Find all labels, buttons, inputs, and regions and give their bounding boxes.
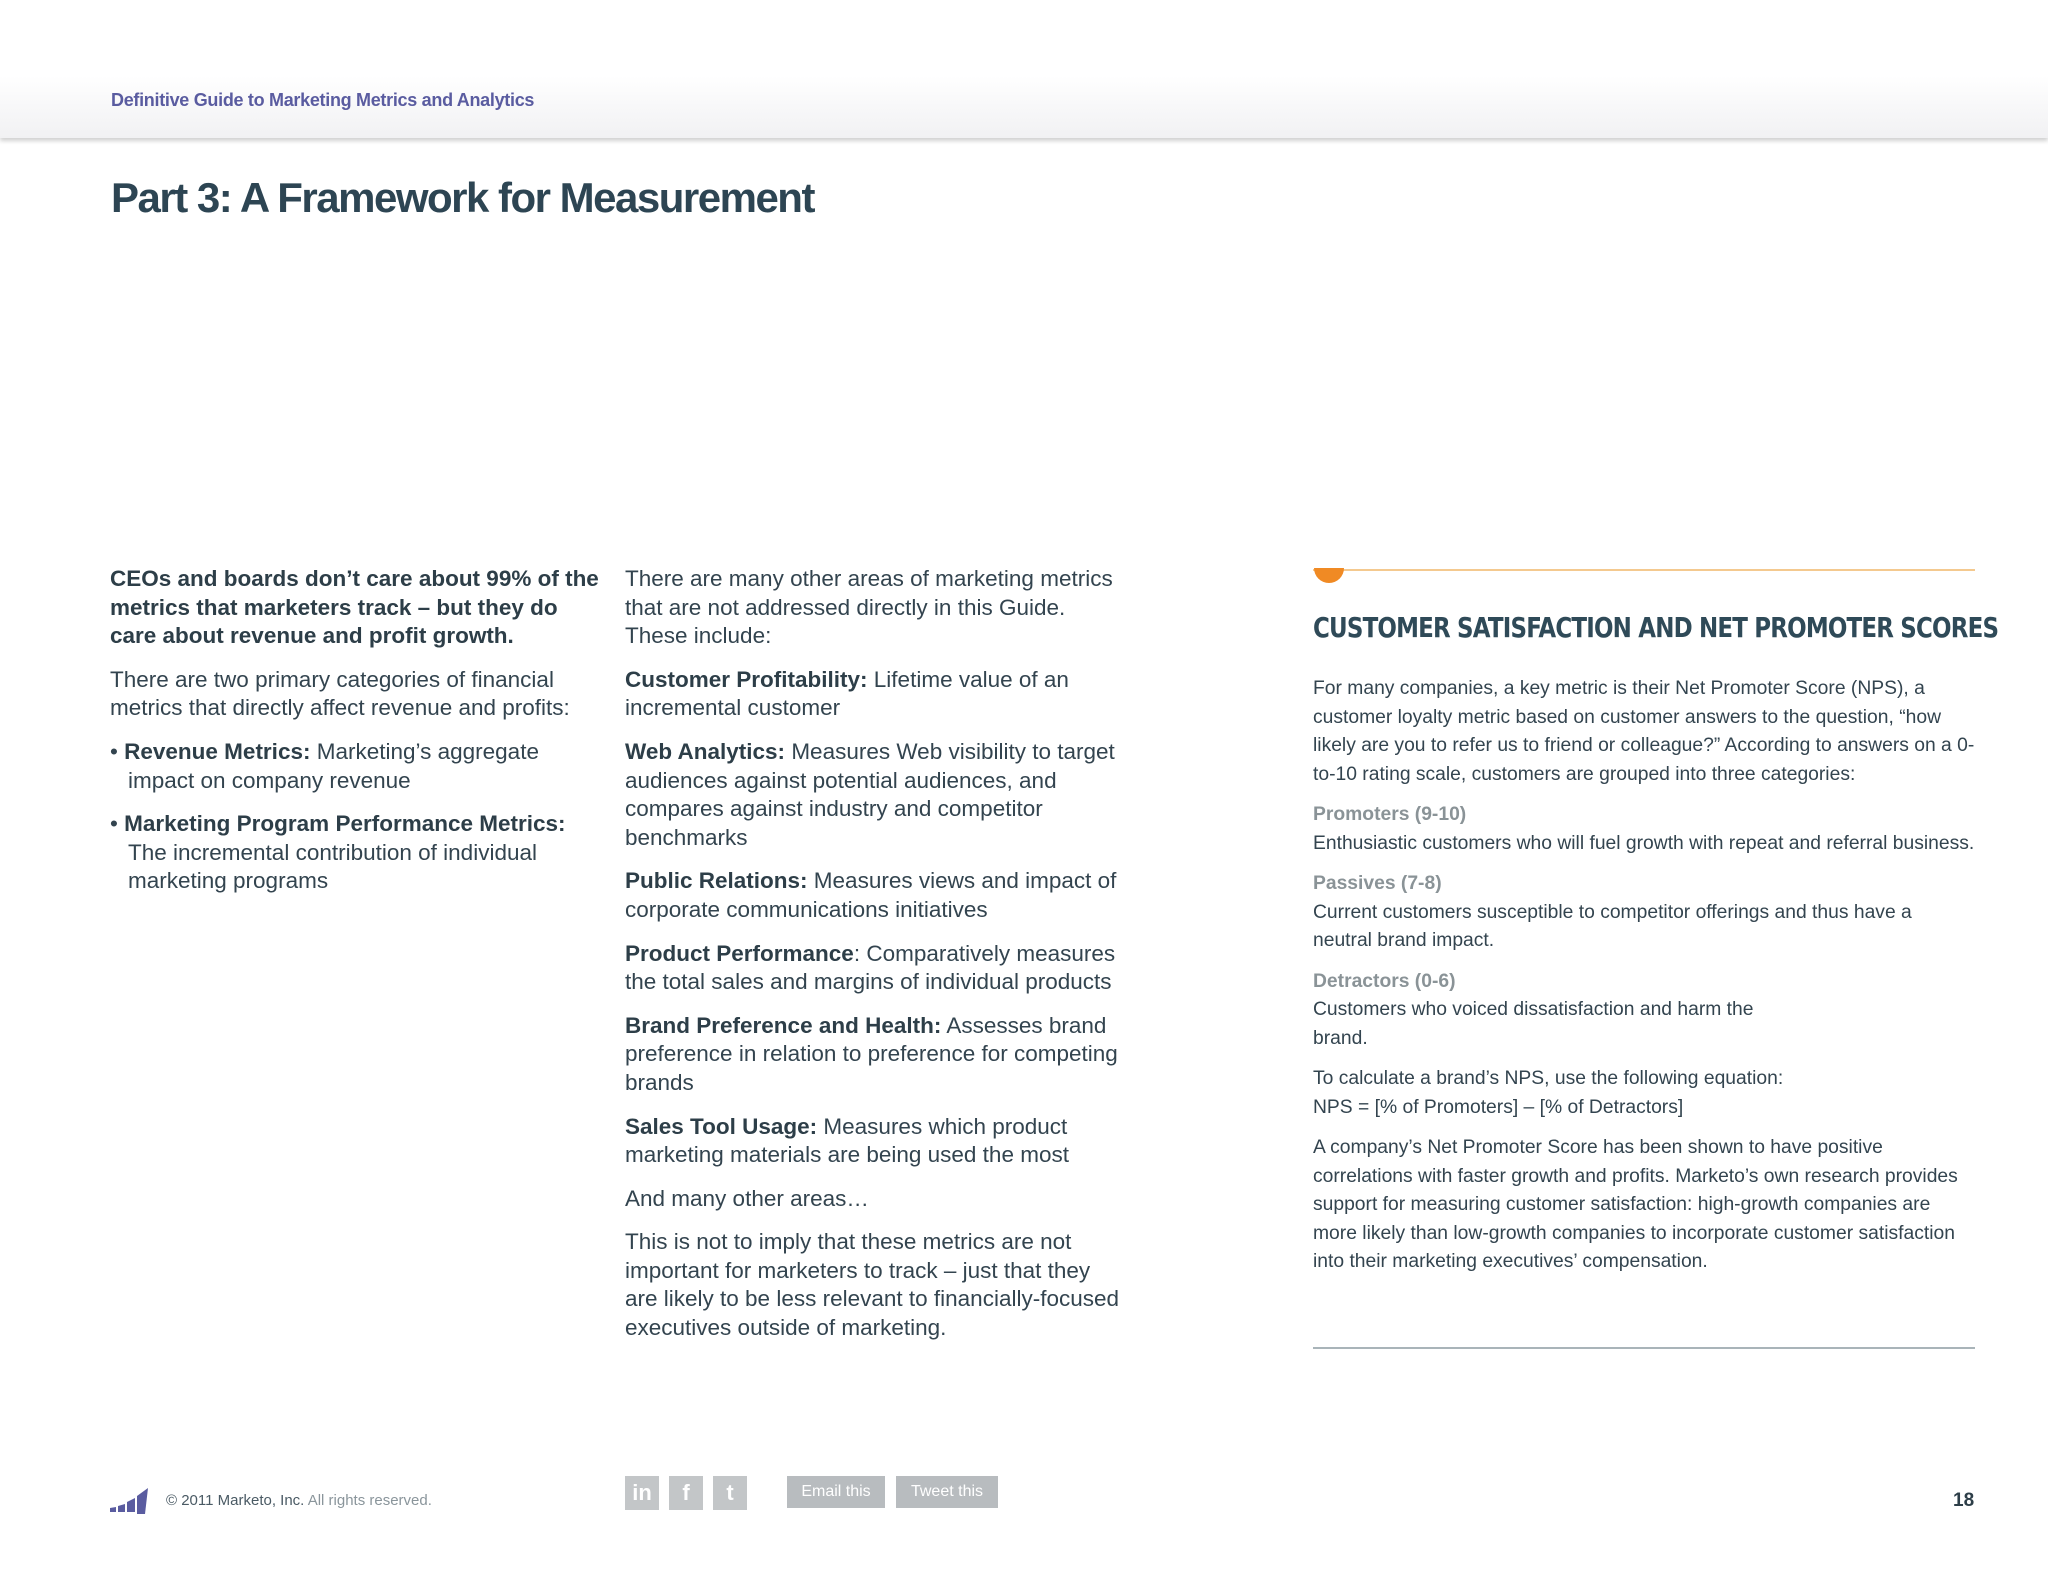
list-item [625, 940, 1125, 997]
item-text: Assesses brand preference in relation to preference for competing brands [625, 1012, 1118, 1095]
item-term: Public Relations: [625, 868, 808, 894]
category-detractors [1313, 968, 1975, 1054]
item-text: Measures which product marketing materials are being used the most [625, 1113, 1069, 1168]
category-label: Detractors (0-6) [1313, 970, 1456, 992]
equation: NPS = [% of Promoters] – [% of Detractors] [1313, 1096, 1684, 1118]
sidebar-closing: A company’s Net Promoter Score has been shown to have positive correlations with faster growth and profits. Marketo’s own research provides support for measuring customer satisfaction: high-growth companies are more likely than low-growth companies to incorporate customer satisfaction into their marketing executives’ compensation. [1313, 1137, 1958, 1272]
copyright [166, 1492, 432, 1509]
equation-intro: To calculate a brand’s NPS, use the following equation: [1313, 1068, 1784, 1089]
list-item [625, 867, 1125, 924]
lead-statement: CEOs and boards don’t care about 99% of the metrics that marketers track – but they do care about revenue and profit growth. [110, 566, 599, 649]
category-text: Customers who voiced dissatisfaction and harm the brand. [1313, 999, 1754, 1049]
sidebar-bottom-rule [1313, 1347, 1975, 1349]
rights-text: All rights reserved. [307, 1492, 432, 1509]
category-text: Current customers susceptible to competitor offerings and thus have a neutral brand impact. [1313, 901, 1912, 951]
intro-paragraph: There are many other areas of marketing metrics that are not addressed directly in this Guide. These include: [625, 566, 1113, 649]
sidebar-intro: For many companies, a key metric is their Net Promoter Score (NPS), a customer loyalty metric based on customer answers to the question, “how likely are you to refer us to friend or colleague?” According to answers on a 0-to-10 rating scale, customers are grouped into three categories: [1313, 678, 1975, 785]
twitter-icon[interactable]: t [713, 1476, 747, 1510]
bullet-term: Marketing Program Performance Metrics: [124, 811, 566, 837]
sidebar-top-rule [1313, 569, 1975, 571]
facebook-icon[interactable]: f [669, 1476, 703, 1510]
list-item: • Marketing Program Performance Metrics: The incremental contribution of individual marketing programs [110, 811, 566, 894]
email-this-button[interactable]: Email this [787, 1476, 885, 1508]
linkedin-icon[interactable]: in [625, 1476, 659, 1510]
nps-equation [1313, 1065, 1975, 1122]
item-term: Sales Tool Usage: [625, 1113, 818, 1139]
list-item: • Revenue Metrics: Marketing’s aggregate impact on company revenue [110, 738, 539, 793]
marketo-logo-icon [110, 1488, 150, 1514]
item-text: Measures views and impact of corporate communications initiatives [625, 868, 1117, 922]
item-term: Customer Profitability: [625, 666, 868, 692]
page-number: 18 [1953, 1490, 1975, 1511]
bullet-text: Marketing’s aggregate impact on company revenue [128, 738, 539, 793]
list-item [625, 1113, 1125, 1170]
bullet-text: The incremental contribution of individual marketing programs [128, 839, 537, 894]
category-label: Passives (7-8) [1313, 873, 1442, 894]
category-passives [1313, 870, 1975, 956]
header-band [0, 0, 2048, 138]
list-item [625, 738, 1125, 852]
item-text: Measures Web visibility to target audiences against potential audiences, and compares against industry and competitor benchmarks [625, 738, 1115, 850]
category-label: Promoters (9-10) [1313, 804, 1467, 825]
intro-paragraph: There are two primary categories of financial metrics that directly affect revenue and profits: [110, 666, 570, 721]
tweet-this-button[interactable]: Tweet this [896, 1476, 998, 1508]
category-promoters [1313, 801, 1975, 858]
orange-dot-icon [1314, 553, 1344, 583]
item-text: Lifetime value of an incremental customer [625, 666, 1069, 721]
sidebar-body [1313, 675, 1975, 1289]
bullet-term: Revenue Metrics: [124, 738, 311, 764]
list-item [625, 666, 1125, 723]
column-middle [625, 565, 1125, 1358]
column-left [110, 565, 600, 911]
item-term: Product Performance [625, 940, 854, 966]
page-title: Part 3: A Framework for Measurement [111, 174, 814, 221]
more-areas: And many other areas… [625, 1185, 869, 1211]
sidebar-heading: CUSTOMER SATISFACTION AND NET PROMOTER SCORES [1313, 611, 1999, 644]
item-text: : Comparatively measures the total sales and margins of individual products [625, 940, 1116, 995]
copyright-owner: © 2011 Marketo, Inc. [166, 1492, 305, 1509]
document-title: Definitive Guide to Marketing Metrics and Analytics [111, 90, 535, 110]
list-item [625, 1012, 1125, 1098]
closing-paragraph: This is not to imply that these metrics are not important for marketers to track – just that they are likely to be less relevant to financially-focused executives outside of marketing. [625, 1229, 1120, 1341]
category-text: Enthusiastic customers who will fuel growth with repeat and referral business. [1313, 832, 1975, 854]
item-term: Web Analytics: [625, 738, 786, 764]
item-term: Brand Preference and Health: [625, 1012, 942, 1038]
